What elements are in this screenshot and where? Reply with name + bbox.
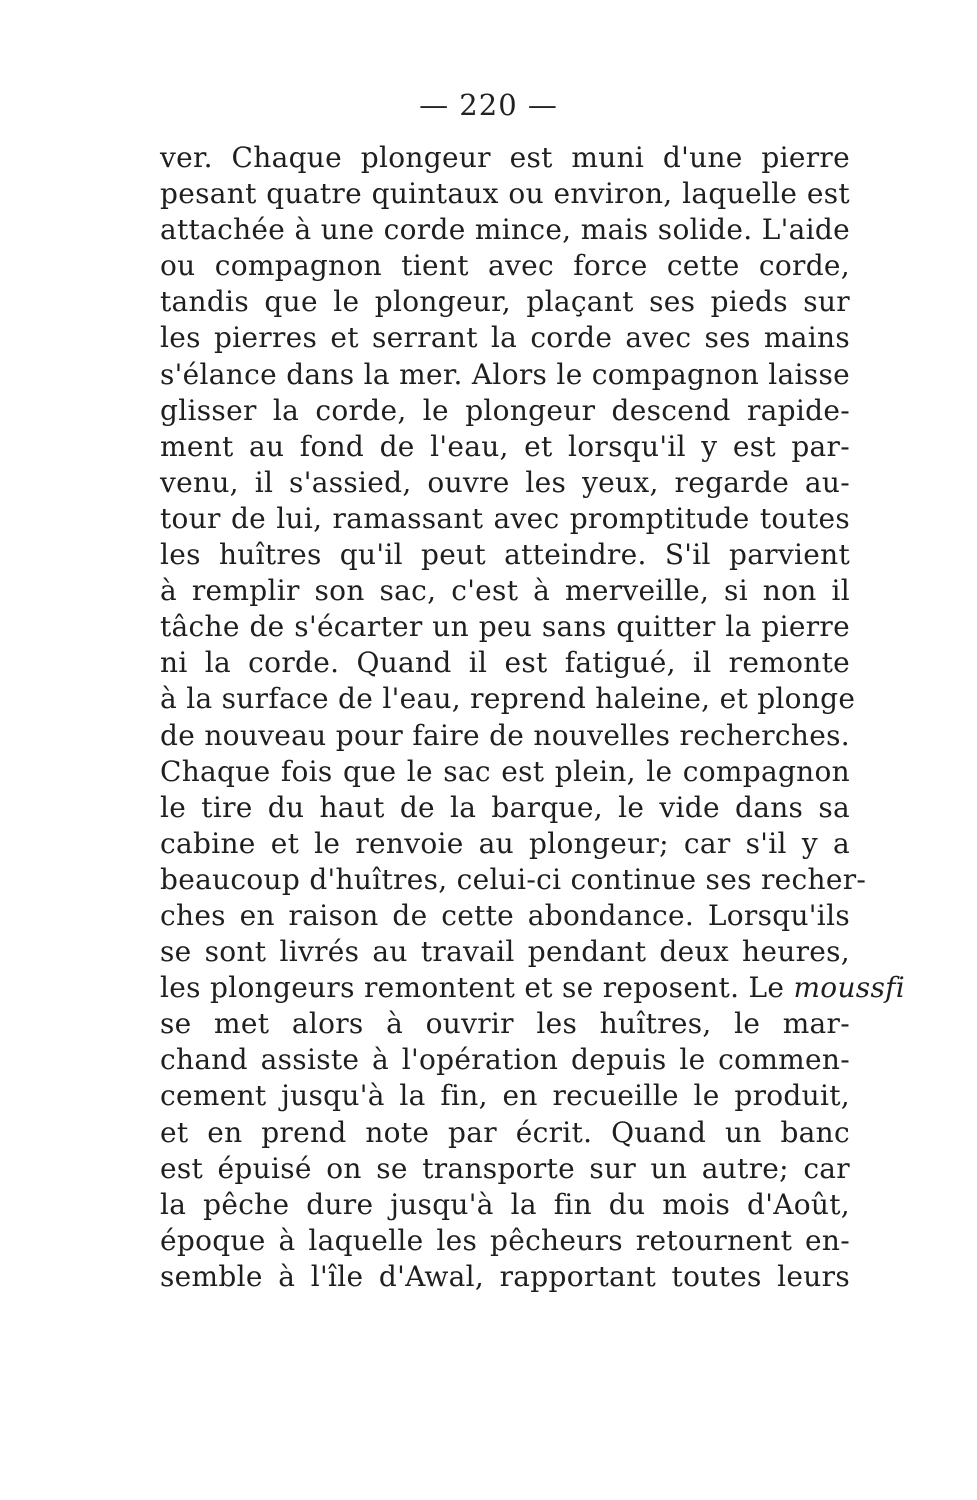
text-line: attachée à une corde mince, mais solide. L'aide (160, 213, 850, 247)
text-line: tâche de s'écarter un peu sans quitter la pierre (160, 610, 850, 644)
text-line-prefix: les plongeurs remontent et se reposent. Le (160, 971, 785, 1005)
text-line: ou compagnon tient avec force cette corde, (160, 249, 850, 283)
page-number: — 220 — (419, 88, 558, 122)
text-line: à remplir son sac, c'est à merveille, si non il (160, 574, 850, 608)
text-line: ment au fond de l'eau, et lorsqu'il y est par- (160, 429, 850, 463)
text-line: de nouveau pour faire de nouvelles recherches. (160, 718, 850, 752)
text-line: ches en raison de cette abondance. Lorsqu'ils (160, 898, 850, 932)
text-line: est épuisé on se transporte sur un autre; car (160, 1151, 850, 1185)
text-line: cement jusqu'à la fin, en recueille le produit, (160, 1079, 850, 1113)
text-line: ni la corde. Quand il est fatigué, il remonte (160, 646, 850, 680)
italic-term: moussfi (793, 971, 906, 1005)
text-line: glisser la corde, le plongeur descend rapide- (160, 393, 850, 427)
text-line: pesant quatre quintaux ou environ, laquelle est (160, 177, 850, 211)
text-line: et en prend note par écrit. Quand un banc (160, 1115, 850, 1149)
body-text (160, 140, 906, 1295)
text-line: s'élance dans la mer. Alors le compagnon laisse (160, 357, 850, 391)
text-line: ver. Chaque plongeur est muni d'une pierre (160, 141, 850, 174)
text-line: le tire du haut de la barque, le vide dans sa (160, 790, 850, 824)
text-line: tandis que le plongeur, plaçant ses pieds sur (160, 285, 850, 319)
text-line: se met alors à ouvrir les huîtres, le mar- (160, 1007, 850, 1041)
text-line: tour de lui, ramassant avec promptitude toutes (160, 501, 850, 535)
text-line: semble à l'île d'Awal, rapportant toutes leurs (160, 1259, 850, 1293)
text-line: beaucoup d'huîtres, celui-ci continue ses recher- (160, 862, 867, 896)
text-line: les pierres et serrant la corde avec ses mains (160, 321, 850, 355)
text-line: Chaque fois que le sac est plein, le compagnon (160, 754, 850, 788)
text-line: à la surface de l'eau, reprend haleine, et plonge (160, 682, 856, 716)
text-line: les huîtres qu'il peut atteindre. S'il parvient (160, 538, 850, 572)
text-line: se sont livrés au travail pendant deux heures, (160, 935, 850, 969)
text-line: la pêche dure jusqu'à la fin du mois d'Août, (160, 1187, 850, 1221)
text-line-with-italic (160, 970, 906, 1006)
text-line: chand assiste à l'opération depuis le commen- (160, 1043, 850, 1077)
text-line: venu, il s'assied, ouvre les yeux, regarde au- (160, 465, 850, 499)
text-line: cabine et le renvoie au plongeur; car s'il y a (160, 826, 850, 860)
text-line: époque à laquelle les pêcheurs retournent en- (160, 1223, 850, 1257)
